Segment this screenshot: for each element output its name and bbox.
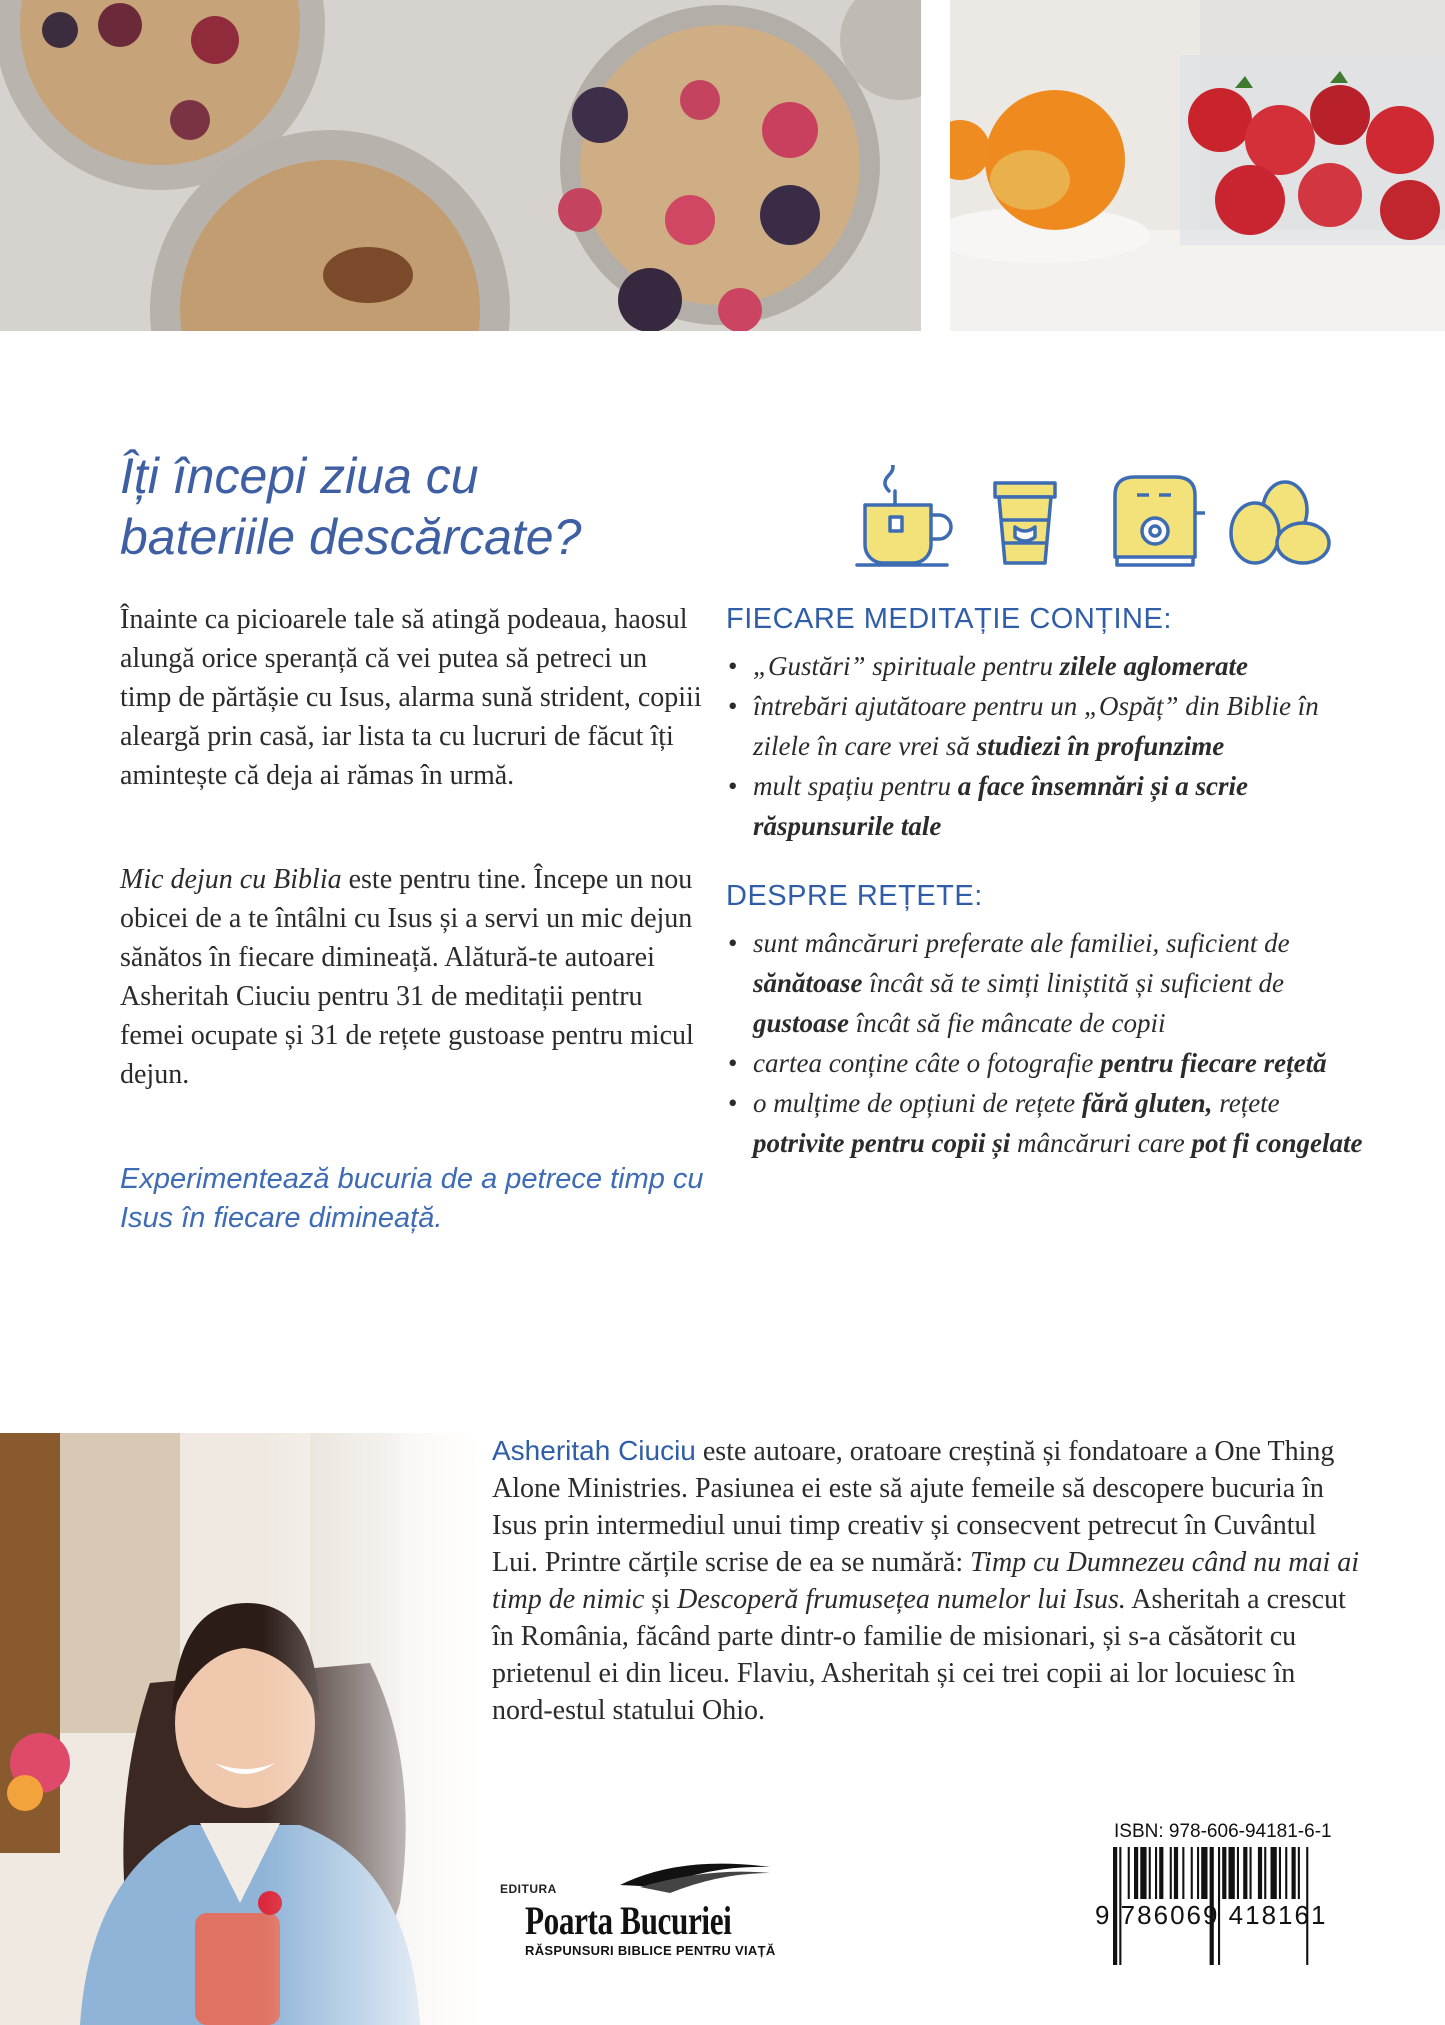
- publisher-slogan: RĂSPUNSURI BIBLICE PENTRU VIAȚĂ: [525, 1943, 776, 1958]
- barcode-bar: [1292, 1847, 1296, 1899]
- barcode-bar: [1243, 1847, 1247, 1899]
- coffee-cup-icon: [995, 483, 1055, 563]
- barcode-bar: [1159, 1847, 1163, 1899]
- headline-line-2: bateriile descărcate?: [120, 509, 582, 565]
- barcode-bar: [1201, 1847, 1207, 1899]
- barcode-bar: [1170, 1847, 1172, 1899]
- barcode-bar: [1229, 1847, 1235, 1899]
- meditation-contents-heading: FIECARE MEDITAȚIE CONȚINE:: [726, 603, 1172, 635]
- recipes-list: [726, 923, 1376, 1163]
- barcode-bar: [1182, 1847, 1184, 1899]
- tagline: Experimentează bucuria de a petrece timp cu Isus în fiecare dimineață.: [120, 1163, 704, 1234]
- barcode-bar: [1149, 1847, 1151, 1899]
- barcode-bar: [1191, 1847, 1193, 1899]
- barcode-bar: [1285, 1847, 1287, 1899]
- barcode-bar: [1155, 1847, 1157, 1899]
- list-item: • întrebări ajutătoare pentru un „Ospăț” din Biblie în zilele în care vrei să studiezi în profunzime: [728, 691, 1319, 761]
- fruit-photo: [950, 0, 1445, 331]
- toaster-icon: [1115, 477, 1205, 565]
- recipes-heading: DESPRE REȚETE:: [726, 880, 983, 912]
- intro-paragraph-2: [120, 860, 702, 1094]
- barcode-bar: [1298, 1847, 1300, 1899]
- intro-paragraph-2-text: este pentru tine. Începe un nou obicei de a te întâlni cu Isus și a servi un mic dejun sănătos în fiecare dimineață. Alătură-te autoarei Asheritah Ciuciu pentru 31 de meditații pentru femei ocupate și 31 de rețete gustoase pentru micul dejun.: [120, 864, 694, 1090]
- book-title: Mic dejun cu Biblia: [120, 864, 342, 895]
- barcode-bar: [1271, 1847, 1277, 1899]
- headline: [120, 446, 740, 568]
- barcode-bar: [1250, 1847, 1252, 1899]
- publisher-label: EDITURA: [500, 1882, 557, 1896]
- intro-paragraph-1: Înainte ca picioarele tale să atingă podeaua, haosul alungă orice speranță că vei putea să petreci un timp de părtășie cu Isus, alarma sună strident, copiii aleargă prin casă, iar lista ta cu lucruri de făcut îți amintește că deja ai rămas în urmă.: [120, 604, 702, 791]
- eggs-icon: [1231, 482, 1329, 563]
- list-item: • cartea conține câte o fotografie pentru fiecare rețetă: [728, 1048, 1327, 1078]
- barcode-bar: [1134, 1847, 1138, 1899]
- breakfast-icon-row: [855, 465, 1335, 570]
- barcode-bar: [1237, 1847, 1239, 1899]
- barcode-bar: [1222, 1847, 1226, 1899]
- barcode-bar: [1128, 1847, 1130, 1899]
- list-item: • mult spațiu pentru a face însemnări și a scrie răspunsurile tale: [728, 771, 1249, 841]
- list-item: • „Gustări” spirituale pentru zilele aglomerate: [728, 651, 1249, 681]
- meditation-contents-list: [726, 646, 1376, 846]
- tea-cup-icon: [857, 465, 951, 565]
- barcode-bar: [1140, 1847, 1146, 1899]
- barcode-bar: [1264, 1847, 1266, 1899]
- list-item: • sunt mâncăruri preferate ale familiei, suficient de sănătoase încât să te simți liniștită și suficient de gustoase încât să fie mâncate de copii: [728, 928, 1290, 1038]
- author-name: Asheritah Ciuciu: [492, 1435, 696, 1466]
- book-title: Descoperă frumusețea numelor lui Isus.: [677, 1584, 1126, 1615]
- publisher-logo: [500, 1855, 830, 1965]
- isbn-label: ISBN: 978-606-94181-6-1: [1114, 1821, 1332, 1842]
- list-item: • o mulțime de opțiuni de rețete fără gluten, rețete potrivite pentru copii și mâncăruri care pot fi congelate: [728, 1088, 1363, 1158]
- book-title: Timp cu Dumnezeu când nu mai ai timp de nimic: [492, 1547, 1359, 1615]
- barcode-bar: [1279, 1847, 1281, 1899]
- barcode-digits: 9 786069 418161: [1095, 1900, 1328, 1930]
- author-photo: [0, 1433, 478, 2025]
- barcode-bar: [1197, 1847, 1199, 1899]
- muffins-photo: [0, 0, 921, 331]
- author-bio: Asheritah Ciuciu este autoare, oratoare creștină și fondatoare a One Thing Alone Ministries. Pasiunea ei este să ajute femeile să descopere bucuria în Isus prin intermediul unui timp creativ și consecvent petrecut în Cuvântul Lui. Printre cărțile scrise de ea se numără: Timp cu Dumnezeu când nu mai ai timp de nimic și Descoperă frumusețea numelor lui Isus. Asheritah a crescut în România, făcând parte dintr-o familie de misionari, și s-a căsătorit cu prietenul ei din liceu. Flaviu, Asheritah și cei trei copii ai lor locuiesc în nord-estul statului Ohio.: [492, 1435, 1359, 1726]
- barcode-bar: [1174, 1847, 1178, 1899]
- barcode-bar: [1258, 1847, 1262, 1899]
- headline-line-1: Îți începi ziua cu: [120, 448, 479, 504]
- publisher-name: Poarta Bucuriei: [525, 1898, 732, 1943]
